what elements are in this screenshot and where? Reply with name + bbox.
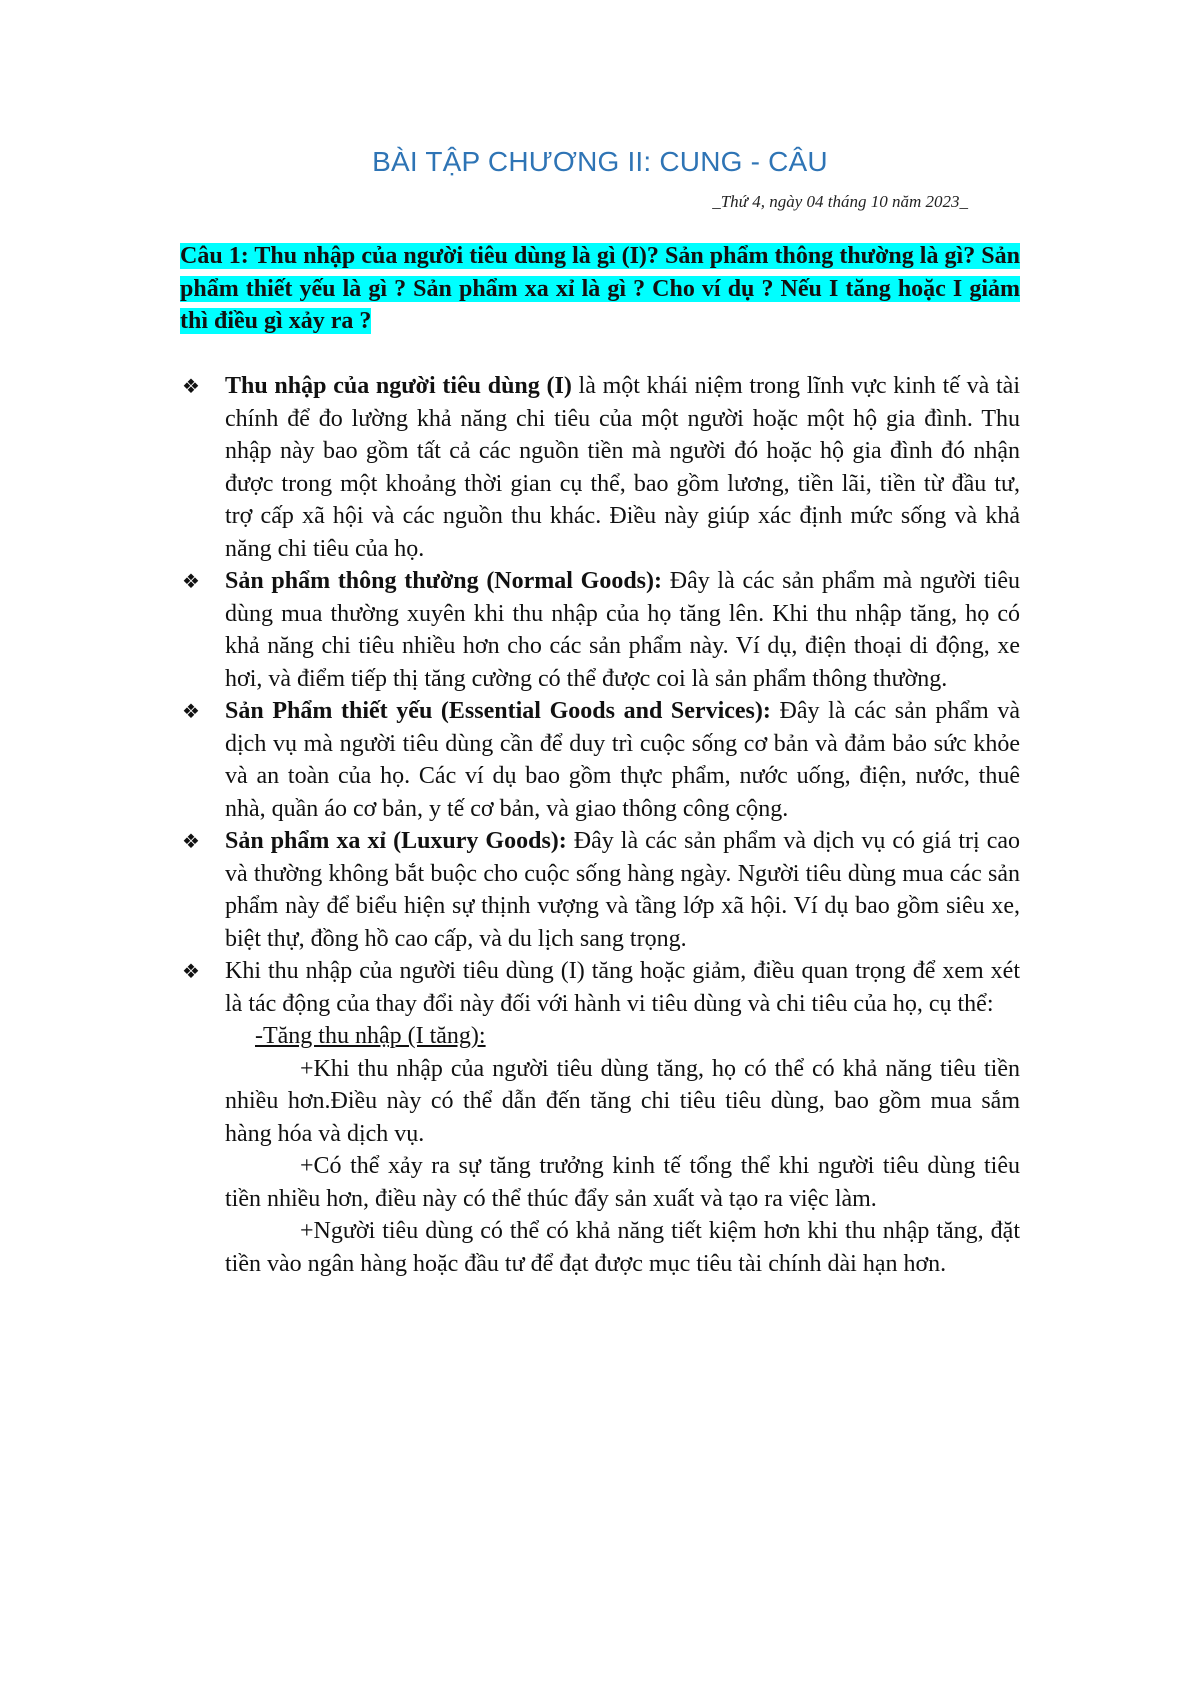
list-item	[180, 370, 1020, 565]
diamond-bullet-icon: ❖	[182, 829, 200, 853]
term-text: Khi thu nhập của người tiêu dùng (I) tăng hoặc giảm, điều quan trọng để xem xét là tác động của thay đổi này đối với hành vi tiêu dùng và chi tiêu của họ, cụ thể:	[225, 958, 1020, 1017]
question-1	[180, 240, 1020, 338]
list-item	[180, 695, 1020, 825]
answer-list	[180, 370, 1020, 1280]
page-title: BÀI TẬP CHƯƠNG II: CUNG - CÂU	[372, 146, 828, 177]
increase-heading: -Tăng thu nhập (I tăng):	[255, 1023, 486, 1049]
list-item	[180, 955, 1020, 1020]
increase-item: +Có thể xảy ra sự tăng trưởng kinh tế tổng thể khi người tiêu dùng tiêu tiền nhiều hơn, điều này có thể thúc đẩy sản xuất và tạo ra việc làm.	[225, 1153, 1020, 1212]
diamond-bullet-icon: ❖	[182, 959, 200, 983]
date-line: _Thứ 4, ngày 04 tháng 10 năm 2023_	[712, 192, 968, 211]
list-item	[180, 565, 1020, 695]
term-label: Thu nhập của người tiêu dùng (I)	[225, 373, 572, 399]
diamond-bullet-icon: ❖	[182, 569, 200, 593]
increase-item: +Khi thu nhập của người tiêu dùng tăng, họ có thể có khả năng tiêu tiền nhiều hơn.Điều này có thể dẫn đến tăng chi tiêu tiêu dùng, bao gồm mua sắm hàng hóa và dịch vụ.	[225, 1055, 1020, 1147]
term-text: là một khái niệm trong lĩnh vực kinh tế và tài chính để đo lường khả năng chi tiêu của một người hoặc một hộ gia đình. Thu nhập này bao gồm tất cả các nguồn tiền mà người đó hoặc hộ gia đình đó nhận được trong một khoảng thời gian cụ thể, bao gồm lương, tiền lãi, tiền từ đầu tư, trợ cấp xã hội và các nguồn thu khác. Điều này giúp xác định mức sống và khả năng chi tiêu của họ.	[225, 373, 1020, 562]
diamond-bullet-icon: ❖	[182, 699, 200, 723]
increase-item: +Người tiêu dùng có thể có khả năng tiết kiệm hơn khi thu nhập tăng, đặt tiền vào ngân hàng hoặc đầu tư để đạt được mục tiêu tài chính dài hạn hơn.	[225, 1218, 1020, 1277]
term-label: Sản phẩm xa xỉ (Luxury Goods):	[225, 828, 567, 854]
term-label: Sản Phẩm thiết yếu (Essential Goods and Services):	[225, 698, 771, 724]
term-text: Đây là các sản phẩm mà người tiêu dùng mua thường xuyên khi thu nhập của họ tăng lên. Khi thu nhập tăng, họ có khả năng chi tiêu nhiều hơn cho các sản phẩm này. Ví dụ, điện thoại di động, xe hơi, và điểm tiếp thị tăng cường có thể được coi là sản phẩm thông thường.	[225, 568, 1020, 692]
question-1-text: Câu 1: Thu nhập của người tiêu dùng là gì (I)? Sản phẩm thông thường là gì? Sản phẩm thiết yếu là gì ? Sản phẩm xa xỉ là gì ? Cho ví dụ ? Nếu I tăng hoặc I giảm thì điều gì xảy ra ?	[180, 243, 1020, 334]
term-text: Đây là các sản phẩm và dịch vụ mà người tiêu dùng cần để duy trì cuộc sống cơ bản và đảm bảo sức khỏe và an toàn của họ. Các ví dụ bao gồm thực phẩm, nước uống, điện, nước, thuê nhà, quần áo cơ bản, y tế cơ bản, và giao thông công cộng.	[225, 698, 1020, 822]
term-label: Sản phẩm thông thường (Normal Goods):	[225, 568, 663, 594]
list-item	[180, 825, 1020, 955]
diamond-bullet-icon: ❖	[182, 374, 200, 398]
term-text: Đây là các sản phẩm và dịch vụ có giá trị cao và thường không bắt buộc cho cuộc sống hàng ngày. Người tiêu dùng mua các sản phẩm này để biểu hiện sự thịnh vượng và tầng lớp xã hội. Ví dụ bao gồm siêu xe, biệt thự, đồng hồ cao cấp, và du lịch sang trọng.	[225, 828, 1020, 952]
